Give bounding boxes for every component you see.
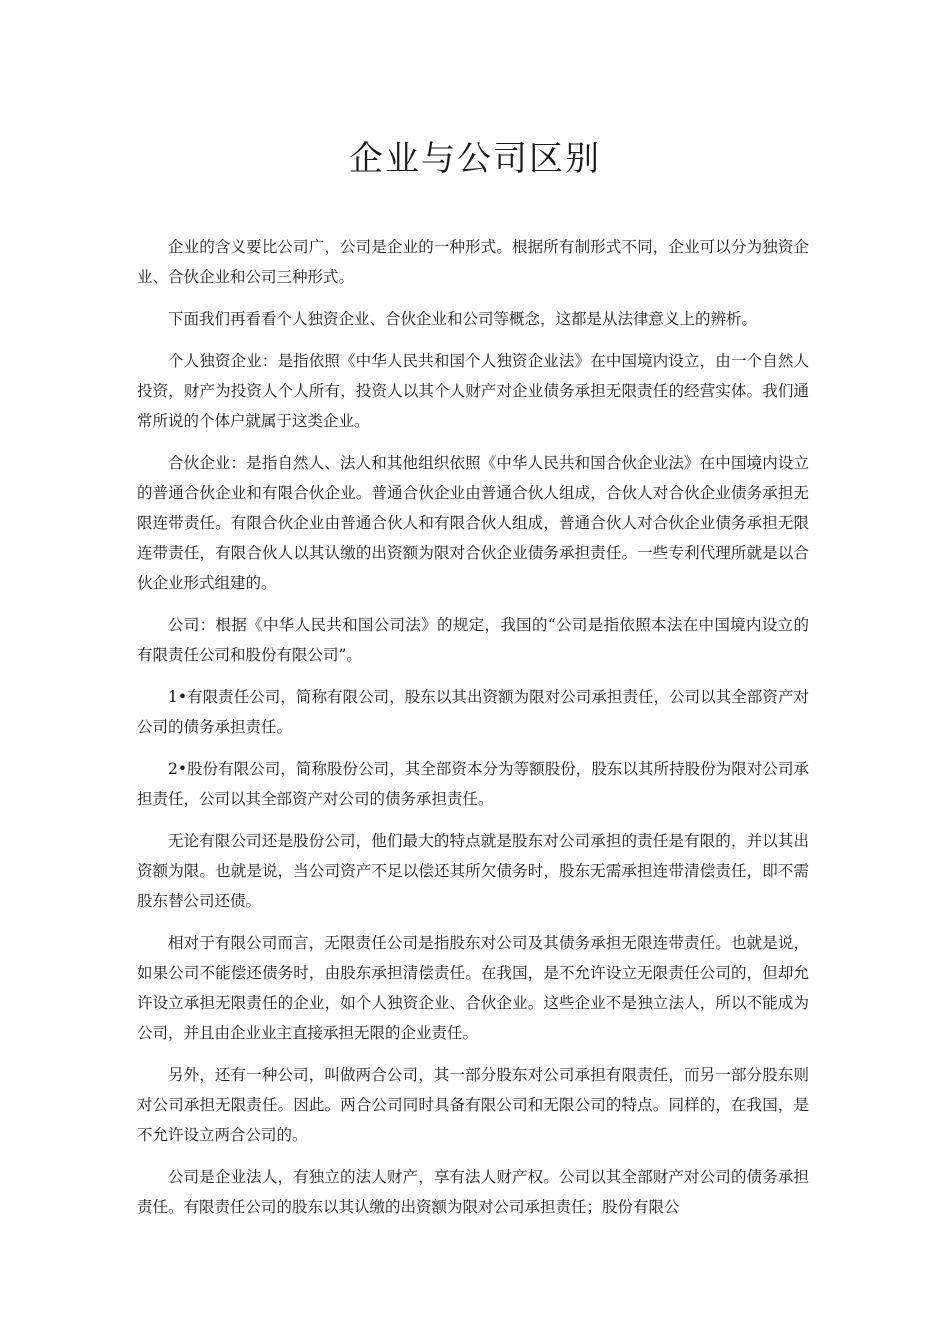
paragraph-limited-feature: 无论有限公司还是股份公司，他们最大的特点就是股东对公司承担的责任是有限的，并以其出资额为限。也就是说，当公司资产不足以偿还其所欠债务时，股东无需承担连带清偿责任，即不需股东替公司还债。 [137,832,809,910]
paragraph-sole-proprietorship: 个人独资企业：是指依照《中华人民共和国个人独资企业法》在中国境内设立，由一个自然人投资，财产为投资人个人所有，投资人以其个人财产对企业债务承担无限责任的经营实体。我们通常所说的个体户就属于这类企业。 [137,352,809,430]
paragraph-unlimited-company: 相对于有限公司而言，无限责任公司是指股东对公司及其债务承担无限连带责任。也就是说，如果公司不能偿还债务时，由股东承担清偿责任。在我国，是不允许设立无限责任公司的，但却允许设立承担无限责任的企业，如个人独资企业、合伙企业。这些企业不是独立法人，所以不能成为公司，并且由企业业主直接承担无限的企业责任。 [137,934,809,1042]
paragraph-company-definition: 公司：根据《中华人民共和国公司法》的规定，我国的“公司是指依照本法在中国境内设立的有限责任公司和股份有限公司”。 [137,616,809,664]
paragraph-intro: 企业的含义要比公司广，公司是企业的一种形式。根据所有制形式不同，企业可以分为独资企业、合伙企业和公司三种形式。 [137,238,809,286]
paragraph-two-type-company: 另外，还有一种公司，叫做两合公司，其一部分股东对公司承担有限责任，而另一部分股东则对公司承担无限责任。因此。两合公司同时具备有限公司和无限公司的特点。同样的，在我国，是不允许设立两合公司的。 [137,1066,809,1144]
paragraph-partnership: 合伙企业：是指自然人、法人和其他组织依照《中华人民共和国合伙企业法》在中国境内设立的普通合伙企业和有限合伙企业。普通合伙企业由普通合伙人组成，合伙人对合伙企业债务承担无限连带责任。有限合伙企业由普通合伙人和有限合伙人组成，普通合伙人对合伙企业债务承担无限连带责任，有限合伙人以其认缴的出资额为限对合伙企业债务承担责任。一些专利代理所就是以合伙企业形式组建的。 [137,454,809,592]
document-title: 企业与公司区别 [349,139,601,179]
document-body [137,232,809,1234]
paragraph-limited-liability: 1•有限责任公司，简称有限公司，股东以其出资额为限对公司承担责任，公司以其全部资产对公司的债务承担责任。 [137,688,809,736]
paragraph-joint-stock: 2•股份有限公司，简称股份公司，其全部资本分为等额股份，股东以其所持股份为限对公司承担责任，公司以其全部资产对公司的债务承担责任。 [137,760,809,808]
paragraph-overview: 下面我们再看看个人独资企业、合伙企业和公司等概念，这都是从法律意义上的辨析。 [168,310,758,328]
paragraph-corporate-legal-person: 公司是企业法人，有独立的法人财产，享有法人财产权。公司以其全部财产对公司的债务承担责任。有限责任公司的股东以其认缴的出资额为限对公司承担责任；股份有限公 [137,1168,809,1216]
